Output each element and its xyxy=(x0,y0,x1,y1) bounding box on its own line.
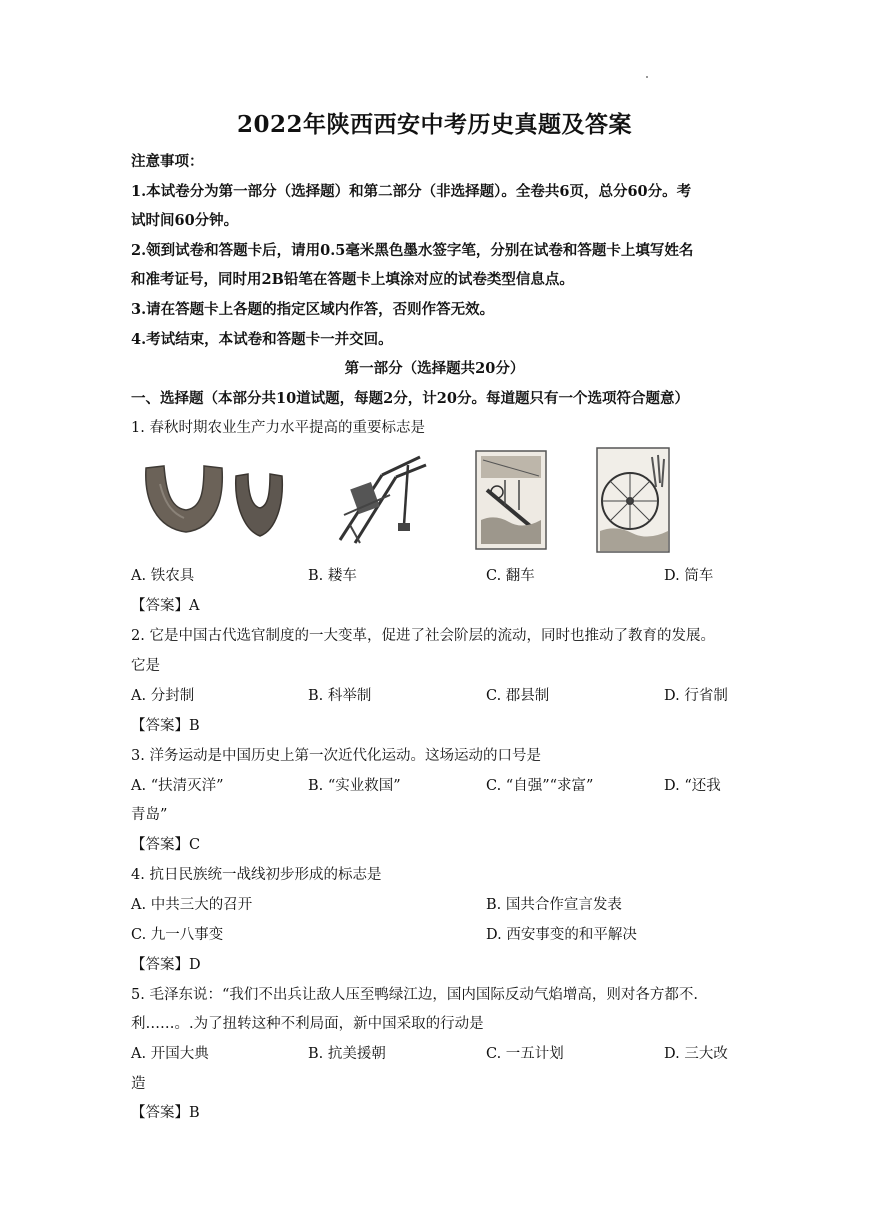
q3-stem: 3. 洋务运动是中国历史上第一次近代化运动。这场运动的口号是 xyxy=(131,748,541,764)
q2-option-c[interactable]: C. 郡县制 xyxy=(486,688,550,704)
q4-option-c[interactable]: C. 九一八事变 xyxy=(131,927,224,943)
q5-option-d-continued: 造 xyxy=(131,1076,146,1092)
q2-option-b[interactable]: B. 科举制 xyxy=(308,688,372,704)
notice-item-3: 3.请在答题卡上各题的指定区域内作答，否则作答无效。 xyxy=(131,301,495,318)
notice-item-1a: 1.本试卷分为第一部分（选择题）和第二部分（非选择题）。全卷共6页，总分60分。考 xyxy=(131,183,692,200)
notice-item-2a: 2.领到试卷和答题卡后，请用0.5毫米黑色墨水签字笔，分别在试卷和答题卡上填写姓名 xyxy=(131,242,694,259)
notice-item-4: 4.考试结束，本试卷和答题卡一并交回。 xyxy=(131,331,393,348)
q5-option-a[interactable]: A. 开国大典 xyxy=(131,1046,209,1062)
q2-answer: 【答案】B xyxy=(131,718,200,734)
section-heading: 一、选择题（本部分共10道试题，每题2分，计20分。每道题只有一个选项符合题意） xyxy=(131,390,689,407)
q5-stem-1: 5. 毛泽东说：“我们不出兵让敌人压至鸭绿江边，国内国际反动气焰增高，则对各方都不. xyxy=(131,987,698,1003)
q2-stem-1: 2. 它是中国古代选官制度的一大变革，促进了社会阶层的流动，同时也推动了教育的发展。 xyxy=(131,628,715,644)
iron-tools-image xyxy=(140,460,290,540)
q3-answer: 【答案】C xyxy=(131,837,201,853)
q2-option-d[interactable]: D. 行省制 xyxy=(664,688,728,704)
q3-option-a[interactable]: A. “扶清灭洋” xyxy=(131,778,224,794)
q3-option-d-continued: 青岛” xyxy=(131,807,168,823)
q2-option-a[interactable]: A. 分封制 xyxy=(131,688,195,704)
q4-answer: 【答案】D xyxy=(131,957,201,973)
q1-option-b[interactable]: B. 耧车 xyxy=(308,568,357,584)
q1-option-a[interactable]: A. 铁农具 xyxy=(131,568,195,584)
q3-option-b[interactable]: B. “实业救国” xyxy=(308,778,401,794)
part-heading: 第一部分（选择题共20分） xyxy=(344,360,525,377)
q5-answer: 【答案】B xyxy=(131,1105,200,1121)
page-title: 2022年陕西西安中考历史真题及答案 xyxy=(236,111,632,138)
q5-option-d[interactable]: D. 三大改 xyxy=(664,1046,728,1062)
tube-waterwheel-image xyxy=(596,447,670,553)
notice-heading: 注意事项： xyxy=(131,153,204,170)
q5-option-b[interactable]: B. 抗美援朝 xyxy=(308,1046,386,1062)
q1-answer: 【答案】A xyxy=(131,598,200,614)
q3-option-c[interactable]: C. “自强”“求富” xyxy=(486,778,594,794)
q3-option-d[interactable]: D. “还我 xyxy=(664,778,721,794)
chain-pump-image xyxy=(475,450,547,550)
q2-stem-2: 它是 xyxy=(131,658,160,674)
q4-stem: 4. 抗日民族统一战线初步形成的标志是 xyxy=(131,867,382,883)
q1-option-c[interactable]: C. 翻车 xyxy=(486,568,535,584)
speck xyxy=(646,76,648,78)
q4-option-d[interactable]: D. 西安事变的和平解决 xyxy=(486,927,637,943)
q4-option-b[interactable]: B. 国共合作宣言发表 xyxy=(486,897,622,913)
q4-option-a[interactable]: A. 中共三大的召开 xyxy=(131,897,253,913)
notice-item-1b: 试时间60分钟。 xyxy=(131,212,239,229)
q5-option-c[interactable]: C. 一五计划 xyxy=(486,1046,564,1062)
notice-item-2b: 和准考证号，同时用2B铅笔在答题卡上填涂对应的试卷类型信息点。 xyxy=(131,271,574,288)
q1-stem: 1. 春秋时期农业生产力水平提高的重要标志是 xyxy=(131,420,425,436)
q5-stem-2: 利……。.为了扭转这种不利局面，新中国采取的行动是 xyxy=(131,1016,484,1032)
q1-option-d[interactable]: D. 筒车 xyxy=(664,568,714,584)
seed-drill-image xyxy=(330,455,430,545)
